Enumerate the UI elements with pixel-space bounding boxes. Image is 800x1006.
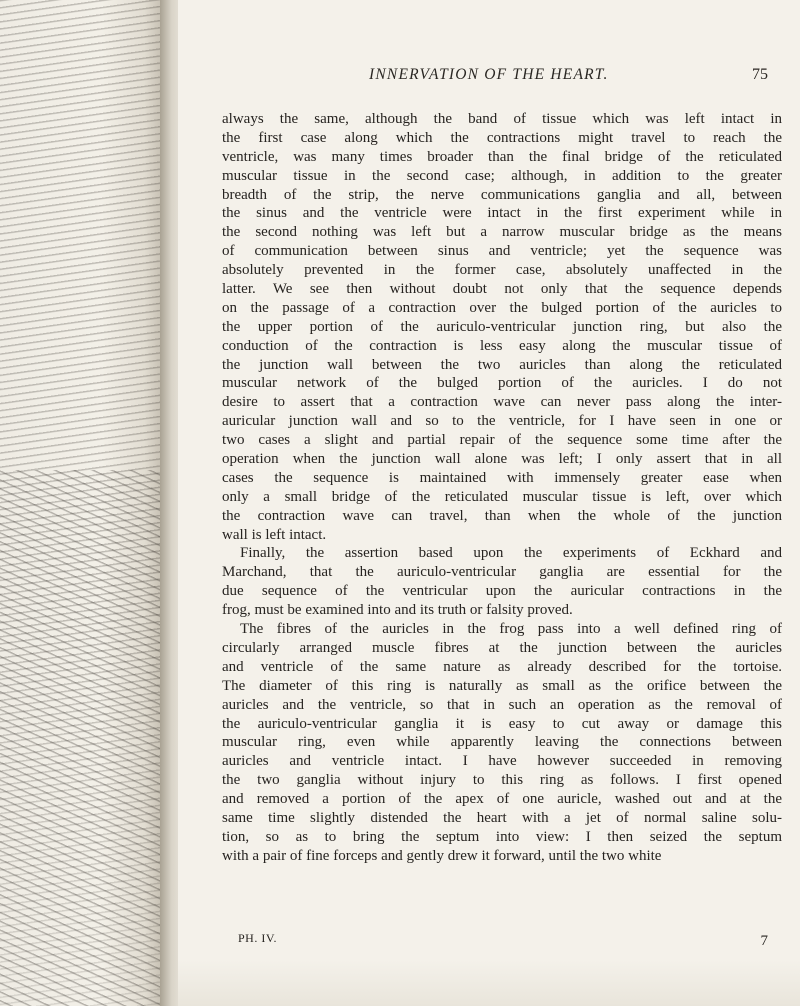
text-line: and removed a portion of the apex of one auricle, washed out and at the	[222, 791, 782, 808]
text-line: of communication between sinus and ventricle; yet the sequence was	[222, 243, 782, 260]
text-line: muscular tissue in the second case; although, in addition to the greater	[222, 167, 782, 184]
text-line: the upper portion of the auriculo-ventricular junction ring, but also the	[222, 318, 782, 335]
text-line: with a pair of fine forceps and gently drew it forward, until the two white	[222, 847, 662, 864]
page-bottom-shade	[178, 960, 800, 1006]
previous-page-text-lower	[0, 470, 170, 1006]
text-line: Finally, the assertion based upon the experiments of Eckhard and	[240, 545, 782, 562]
text-line: Marchand, that the auriculo-ventricular ganglia are essential for the	[222, 564, 782, 581]
page-number: 75	[752, 66, 768, 83]
text-line: The diameter of this ring is naturally as small as the orifice between the	[222, 677, 782, 694]
text-line: same time slightly distended the heart with a jet of normal saline solu-	[222, 809, 782, 826]
text-line: on the passage of a contraction over the bulged portion of the auricles to	[222, 299, 782, 316]
paragraph	[222, 620, 782, 866]
sheet-number: 7	[760, 933, 768, 949]
text-line: desire to assert that a contraction wave can never pass along the inter-	[222, 394, 782, 411]
text-line: the auriculo-ventricular ganglia it is easy to cut away or damage this	[222, 715, 782, 732]
text-line: absolutely prevented in the former case, absolutely unaffected in the	[222, 262, 782, 279]
text-line: wall is left intact.	[222, 526, 327, 543]
text-line: the two ganglia without injury to this ring as follows. I first opened	[222, 772, 782, 789]
text-line: muscular network of the bulged portion of the auricles. I do not	[222, 375, 782, 392]
text-line: ventricle, was many times broader than the final bridge of the reticulated	[222, 148, 782, 165]
text-line: the second nothing was left but a narrow muscular bridge as the means	[222, 224, 782, 241]
page-footer	[238, 931, 768, 951]
text-line: the junction wall between the two auricles than along the reticulated	[222, 356, 782, 373]
text-line: muscular ring, even while apparently leaving the connections between	[222, 734, 782, 751]
text-line: auricles and the ventricle, so that in such an operation as the removal of	[222, 696, 782, 713]
text-line: always the same, although the band of tissue which was left intact in	[222, 111, 782, 127]
text-line: the sinus and the ventricle were intact in the first experiment while in	[222, 205, 782, 222]
text-line: auricles and ventricle intact. I have however succeeded in removing	[222, 753, 782, 770]
previous-page-curl	[0, 0, 170, 1006]
paragraph	[222, 110, 782, 544]
text-line: operation when the junction wall alone was left; I only assert that in all	[222, 451, 782, 468]
text-line: latter. We see then without doubt not only that the sequence depends	[222, 281, 782, 298]
text-line: cases the sequence is maintained with immensely greater ease when	[222, 469, 782, 486]
text-line: tion, so as to bring the septum into view: I then seized the septum	[222, 828, 782, 845]
running-head: INNERVATION OF THE HEART.	[369, 66, 609, 83]
text-line: due sequence of the ventricular upon the auricular contractions in the	[222, 583, 782, 600]
text-line: The fibres of the auricles in the frog pass into a well defined ring of	[240, 621, 782, 638]
text-line: two cases a slight and partial repair of the sequence some time after the	[222, 432, 782, 449]
body-text	[222, 110, 782, 866]
text-line: frog, must be examined into and its truth or falsity proved.	[222, 602, 573, 619]
signature-mark: PH. IV.	[238, 931, 277, 945]
text-line: breadth of the strip, the nerve communications ganglia and all, between	[222, 186, 782, 203]
text-line: conduction of the contraction is less easy along the muscular tissue of	[222, 337, 782, 354]
text-line: the first case along which the contractions might travel to reach the	[222, 129, 782, 146]
text-line: only a small bridge of the reticulated muscular tissue is left, over which	[222, 488, 782, 505]
text-line: the contraction wave can travel, than when the whole of the junction	[222, 507, 782, 524]
text-line: circularly arranged muscle fibres at the junction between the auricles	[222, 639, 782, 656]
text-line: and ventricle of the same nature as already described for the tortoise.	[222, 658, 782, 675]
paragraph	[222, 544, 782, 620]
text-line: auricular junction wall and so to the ventricle, for I have seen in one or	[222, 413, 782, 430]
